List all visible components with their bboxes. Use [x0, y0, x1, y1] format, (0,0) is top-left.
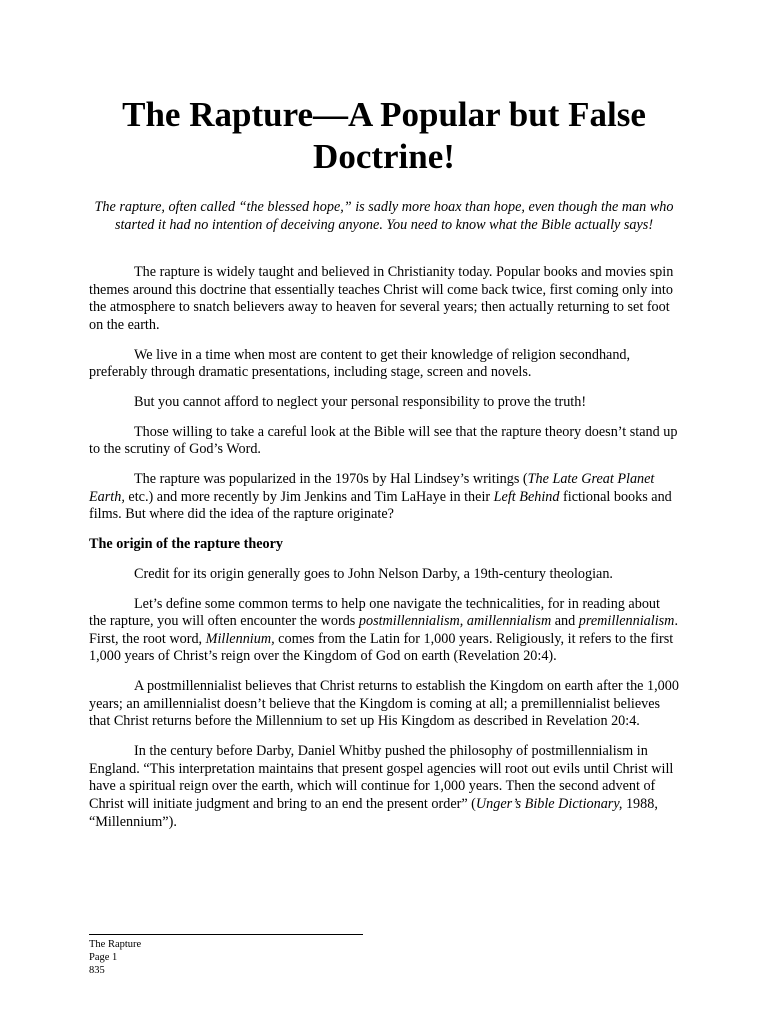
paragraph-8 [89, 596, 679, 666]
page-footer [89, 934, 363, 977]
term-post-amillennialism: postmillennialism, amillennialism [358, 613, 552, 630]
document-subtitle: The rapture, often called “the blessed hope,” is sadly more hoax than hope, even though the man who started it had no intention of deceiving anyone. You need to know what the Bible actually says! [94, 199, 674, 233]
book-title-left-behind: Left Behind [493, 488, 560, 505]
term-premillennialism: premillennialism [578, 613, 675, 630]
paragraph-9: A postmillennialist believes that Christ returns to establish the Kingdom on earth after the 1,000 years; an amillennialist doesn’t believe that the Kingdom is coming at all; a premillennialist believes that Christ returns before the Millennium to set up His Kingdom as described in Revelation 20:4. [89, 678, 679, 730]
document-body [89, 264, 679, 843]
paragraph-2: We live in a time when most are content to get their knowledge of religion secondhand, preferably through dramatic presentations, including stage, screen and novels. [89, 346, 631, 381]
document-title: The Rapture—A Popular but False Doctrine! [122, 95, 646, 176]
paragraph-3: But you cannot afford to neglect your personal responsibility to prove the truth! [134, 393, 587, 410]
paragraph-1: The rapture is widely taught and believed in Christianity today. Popular books and movies spin themes around this doctrine that essentially teaches Christ will come back twice, first coming only into the atmosphere to snatch believers away to heaven for several years; then actually returning to set foot on the earth. [89, 264, 674, 333]
footer-document-number: 835 [89, 965, 105, 976]
footer-title: The Rapture [89, 939, 142, 950]
paragraph-5 [89, 471, 679, 524]
text-run: fictional books and films. But where did the idea of the rapture originate? [89, 488, 672, 523]
paragraph-4: Those willing to take a careful look at the Bible will see that the rapture theory doesn’t stand up to the scrutiny of God’s Word. [89, 423, 678, 458]
footer-page-number: Page 1 [89, 952, 118, 963]
text-run: In the century before Darby, Daniel Whitby pushed the philosophy of postmillennialism in England. “This interpretation maintains that present gospel agencies will root out evils until Christ will have a spiritual reign over the earth, which will continue for 1,000 years. Then the second advent of Christ will initiate judgment and bring to an end the present order” ( [89, 743, 674, 812]
text-run: etc.) and more recently by Jim Jenkins and Tim LaHaye in their [124, 488, 494, 505]
paragraph-7: Credit for its origin generally goes to John Nelson Darby, a 19th-century theologian. [134, 565, 613, 582]
book-title-ungers-bible-dictionary: Unger’s Bible Dictionary, [475, 795, 623, 812]
text-run: and [551, 613, 579, 630]
book-title-late-great-planet-earth: The Late Great Planet Earth, [89, 471, 655, 505]
paragraph-10 [89, 743, 679, 831]
section-heading: The origin of the rapture theory [89, 536, 284, 553]
text-run: . First, the root word, [89, 613, 678, 647]
text-run: 1988, “Millennium”). [89, 795, 658, 830]
text-run: comes from the Latin for 1,000 years. Religiously, it refers to the first 1,000 years of Christ’s reign over the Kingdom of God on earth (Revelation 20:4). [89, 630, 674, 665]
text-run: The rapture was popularized in the 1970s by Hal Lindsey’s writings ( [134, 471, 528, 488]
term-millennium: Millennium, [205, 630, 275, 647]
text-run: Let’s define some common terms to help one navigate the technicalities, for in reading about the rapture, you will often encounter the words [89, 595, 660, 630]
